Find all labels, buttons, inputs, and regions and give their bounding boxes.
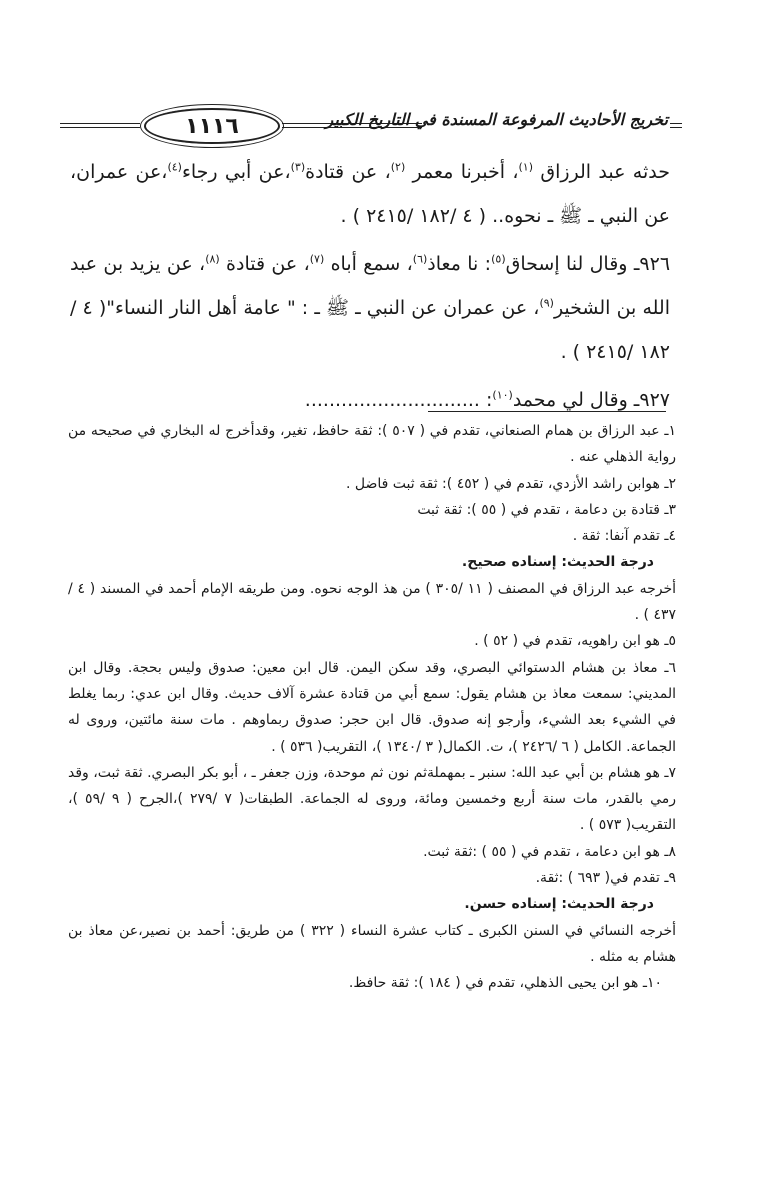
- hadith-paragraph-1: [70, 150, 670, 238]
- text-run: ، عن قتادة: [305, 161, 391, 183]
- footnote-4: ٤ـ تقدم آنفا: ثقة .: [572, 528, 676, 545]
- footnote-ref[interactable]: (٢): [390, 160, 406, 174]
- running-title: تخريج الأحاديث المرفوعة المسندة في التاريخ الكبير: [325, 110, 668, 129]
- footnote-ref[interactable]: (٦): [412, 252, 428, 266]
- footnote-ref[interactable]: (٥): [491, 252, 506, 266]
- footnote-8: ٨ـ هو ابن دعامة ، تقدم في ( ٥٥ ) :ثقة ثبت.: [423, 843, 676, 860]
- main-text: [70, 150, 670, 422]
- footnote-3: ٣ـ قتادة بن دعامة ، تقدم في ( ٥٥ ): ثقة ثبت: [417, 501, 676, 518]
- footnote-10: ١٠ـ هو ابن يحيى الذهلي، تقدم في ( ١٨٤ ): ثقة حافظ.: [348, 975, 662, 992]
- footnote-ref[interactable]: (٩): [539, 296, 554, 310]
- text-run: ، عن عمران عن النبي ـ ﷺ ـ : " عامة أهل النار النساء"( ٤ /١٨٢ /٢٤١٥ ) .: [70, 297, 670, 363]
- takhrij-1: أخرجه عبد الرزاق في المصنف ( ١١ /٣٠٥ ) من هذ الوجه نحوه. ومن طريقه الإمام أحمد في المسند ( ٤ /٤٣٧ ) .: [68, 580, 677, 624]
- text-run: : نا معاذ: [427, 253, 492, 275]
- footnote-1: ١ـ عبد الرزاق بن همام الصنعاني، تقدم في ( ٥٠٧ ): ثقة حافظ، تغير، وقدأخرج له البخاري في صحيحه من رواية الذهلي عنه .: [68, 423, 676, 466]
- footnote-6: ٦ـ معاذ بن هشام الدستوائي البصري، وقد سكن اليمن. قال ابن معين: صدوق وليس بحجة. وقال ابن المديني: سمعت معاذ بن هشام يقول: سمع أبي من قتادة عشرة آلاف حديث. وقال ابن عدي: ربما يغلط في الشيء بعد الشيء، وأرجو إنه صدوق. قال ابن حجر: صدوق ربماوهم . مات سنة مائتين، وروى له الجماعة. الكامل ( ٦ /٢٤٢٦ )، ت. الكمال( ٣ /١٣٤٠ )، التقريب( ٥٣٦ ) .: [68, 659, 676, 755]
- hadith-grade-1: درجة الحديث: إسناده صحيح.: [461, 554, 654, 571]
- header-rule-left: [60, 123, 140, 128]
- text-run: ،عن أبي رجاء: [181, 161, 291, 183]
- footnote-ref[interactable]: (١): [518, 160, 533, 174]
- footnotes: [68, 418, 676, 997]
- footnote-divider: [428, 411, 666, 412]
- footnote-5: ٥ـ هو ابن راهويه، تقدم في ( ٥٢ ) .: [474, 633, 676, 650]
- page-number: ١١١٦: [185, 113, 239, 139]
- text-run: ، عن قتادة: [219, 253, 310, 275]
- footnote-ref[interactable]: (٣): [290, 160, 306, 174]
- footnote-ref[interactable]: (٧): [309, 252, 325, 266]
- header-rule-right: [670, 123, 682, 128]
- footnote-ref[interactable]: (٨): [205, 252, 220, 266]
- text-run: : .............................: [304, 389, 493, 411]
- text-run: ،عن عمران، عن النبي ـ ﷺ ـ نحوه.. ( ٤ /١٨٢ /٢٤١٥ ) .: [70, 161, 670, 227]
- hadith-grade-2: درجة الحديث: إسناده حسن.: [464, 896, 654, 913]
- footnote-7: ٧ـ هو هشام بن أبي عبد الله: سنبر ـ بمهملةثم نون ثم موحدة، وزن جعفر ـ ، أبو بكر البصري. ثقة ثبت، وقد رمي بالقدر، مات سنة أربع وخمسين ومائة، وروى له الجماعة. الطبقات( ٧ /٢٧٩ )،الجرح ( ٩ /٥٩ )، التقريب( ٥٧٣ ) .: [68, 764, 677, 834]
- text-run: ٩٢٦ـ وقال لنا إسحاق: [505, 253, 671, 275]
- hadith-paragraph-927: [70, 378, 670, 422]
- text-run: ، عن يزيد بن عبد الله بن الشخير: [70, 253, 670, 319]
- text-run: حدثه عبد الرزاق: [533, 161, 670, 183]
- hadith-paragraph-926: [70, 242, 670, 374]
- takhrij-2: أخرجه النسائي في السنن الكبرى ـ كتاب عشرة النساء ( ٣٢٢ ) من طريق: أحمد بن نصير،عن معاذ بن هشام به مثله .: [68, 922, 676, 965]
- footnote-ref[interactable]: (٤): [167, 160, 182, 174]
- footnote-ref[interactable]: (١٠): [492, 388, 513, 402]
- text-run: ، سمع أباه: [324, 253, 413, 275]
- page-header: [60, 106, 682, 146]
- footnote-9: ٩ـ تقدم في( ٦٩٣ ) :ثقة.: [535, 870, 676, 887]
- page-number-badge: [144, 108, 280, 144]
- text-run: ٩٢٧ـ وقال لي محمد: [512, 389, 670, 411]
- text-run: ، أخبرنا معمر: [405, 161, 519, 183]
- footnote-2: ٢ـ هوابن راشد الأزدي، تقدم في ( ٤٥٢ ): ثقة ثبت فاضل .: [346, 475, 676, 492]
